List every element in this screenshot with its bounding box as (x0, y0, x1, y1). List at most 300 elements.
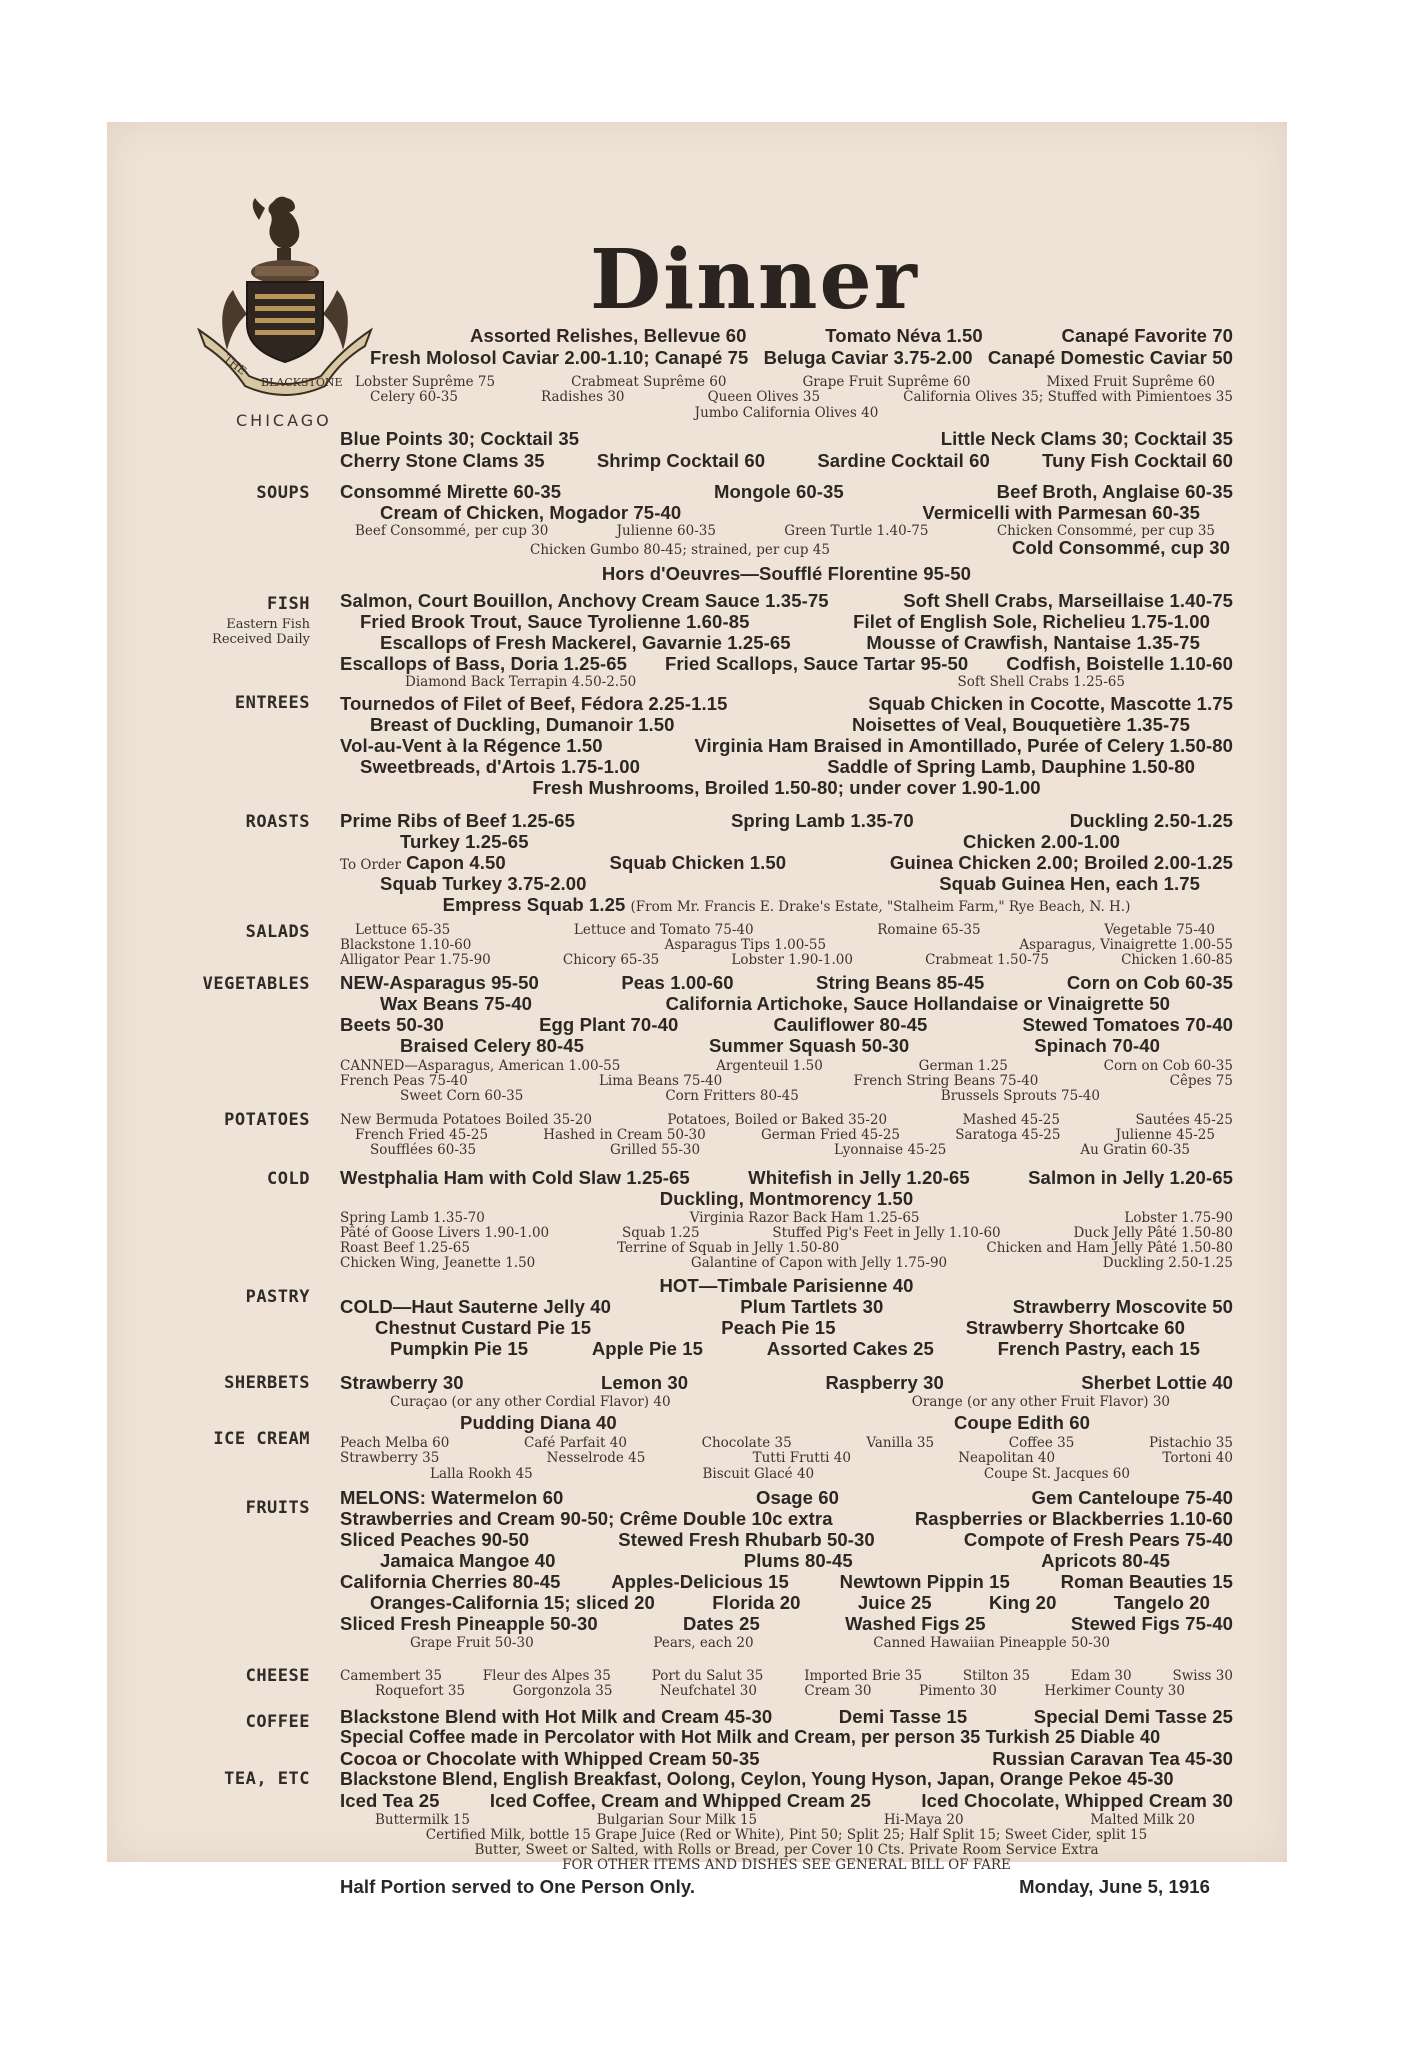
menu-item: Assorted Cakes 25 (766, 1338, 934, 1359)
menu-item: Turkey 1.25-65 (400, 831, 529, 852)
menu-item: Roast Beef 1.25-65 (340, 1240, 470, 1256)
menu-item: Café Parfait 40 (524, 1435, 627, 1451)
vegetables-row-1 (340, 972, 1233, 994)
section-potatoes: POTATOES (224, 1110, 310, 1130)
menu-item: Chicory 65-35 (562, 952, 660, 968)
menu-item: Lemon 30 (600, 1372, 689, 1393)
cold-row-6 (340, 1255, 1233, 1271)
menu-item: Asparagus Tips 1.00-55 (664, 937, 827, 953)
menu-item: Beef Consommé, per cup 30 (355, 523, 549, 539)
oysters-row-2 (340, 450, 1233, 472)
menu-item: Sliced Peaches 90-50 (340, 1529, 530, 1550)
menu-item: Osage 60 (755, 1487, 840, 1508)
menu-item: California Artichoke, Sauce Hollandaise or Vinaigrette 50 (665, 993, 1170, 1014)
menu-item: Iced Coffee, Cream and Whipped Cream 25 (489, 1790, 872, 1811)
menu-item: Camembert 35 (340, 1668, 442, 1684)
menu-item: Escallops of Fresh Mackerel, Gavarnie 1.25-65 (380, 632, 791, 653)
menu-item: Saratoga 45-25 (955, 1127, 1061, 1143)
menu-item: Sweet Corn 60-35 (400, 1088, 524, 1104)
tea-row-5 (340, 1842, 1233, 1858)
menu-item: Compote of Fresh Pears 75-40 (963, 1529, 1233, 1550)
menu-item: Salmon, Court Bouillon, Anchovy Cream Sauce 1.35-75 (340, 590, 829, 611)
menu-item: Coupe Edith 60 (953, 1412, 1090, 1433)
footer-row (340, 1876, 1210, 1898)
menu-item: Roquefort 35 (375, 1683, 466, 1699)
salads-row-1 (355, 922, 1215, 938)
menu-item: Pears, each 20 (653, 1635, 754, 1651)
menu-item: Duckling 2.50-1.25 (1069, 810, 1233, 831)
menu-item: Plums 80-45 (743, 1550, 853, 1571)
menu-item: Vegetable 75-40 (1104, 922, 1215, 938)
menu-item: COLD—Haut Sauterne Jelly 40 (340, 1296, 612, 1317)
menu-item: Sardine Cocktail 60 (817, 450, 990, 471)
menu-item: Mousse of Crawfish, Nantaise 1.35-75 (866, 632, 1200, 653)
menu-item: Escallops of Bass, Doria 1.25-65 (340, 653, 627, 674)
menu-item: Soft Shell Crabs, Marseillaise 1.40-75 (903, 590, 1233, 611)
menu-item: Roman Beauties 15 (1060, 1571, 1233, 1592)
menu-item: Imported Brie 35 (804, 1668, 923, 1684)
section-ice-cream: ICE CREAM (213, 1429, 310, 1449)
menu-item: Dates 25 (683, 1613, 760, 1634)
vegetables-row-3 (340, 1014, 1233, 1036)
menu-item: Julienne 45-25 (1115, 1127, 1215, 1143)
soups-row-5 (340, 563, 1233, 585)
entrees-row-1 (340, 693, 1233, 715)
tea-row-6 (340, 1857, 1233, 1873)
icecream-row-2 (340, 1435, 1233, 1451)
menu-item: Lalla Rookh 45 (430, 1466, 533, 1482)
menu-item: Little Neck Clams 30; Cocktail 35 (940, 428, 1233, 449)
potatoes-row-2 (355, 1127, 1215, 1143)
menu-item: Pimento 30 (918, 1683, 997, 1699)
fruits-row-2 (340, 1508, 1233, 1530)
menu-item: Pumpkin Pie 15 (390, 1338, 529, 1359)
menu-item: Biscuit Glacé 40 (702, 1466, 815, 1482)
menu-item: Sautées 45-25 (1135, 1112, 1233, 1128)
fish-row-2 (360, 611, 1210, 633)
menu-item: Iced Chocolate, Whipped Cream 30 (921, 1790, 1233, 1811)
menu-item: Peach Pie 15 (721, 1317, 836, 1338)
menu-item: Peach Melba 60 (340, 1435, 450, 1451)
sherbets-row-1 (340, 1372, 1233, 1394)
menu-item: Washed Figs 25 (845, 1613, 986, 1634)
icecream-row-4 (430, 1466, 1130, 1482)
fruits-row-3 (340, 1529, 1233, 1551)
menu-item: Stilton 35 (962, 1668, 1030, 1684)
menu-item: Cold Consommé, cup 30 (1012, 537, 1230, 558)
menu-item: Sliced Fresh Pineapple 50-30 (340, 1613, 598, 1634)
menu-item: Vanilla 35 (866, 1435, 935, 1451)
half-portion-note: Half Portion served to One Person Only. (340, 1876, 696, 1897)
menu-item: Gorgonzola 35 (512, 1683, 613, 1699)
fruits-row-6 (370, 1592, 1210, 1614)
vegetables-row-6 (340, 1073, 1233, 1089)
menu-item: Strawberries and Cream 90-50; Crême Double 10c extra (340, 1508, 833, 1529)
menu-item: French String Beans 75-40 (853, 1073, 1039, 1089)
section-cold: COLD (267, 1169, 310, 1189)
menu-item: Potatoes, Boiled or Baked 35-20 (667, 1112, 888, 1128)
menu-item: Jamaica Mangoe 40 (380, 1550, 556, 1571)
menu-item: Spring Lamb 1.35-70 (730, 810, 914, 831)
pastry-row-4 (390, 1338, 1200, 1360)
menu-item: Peas 1.00-60 (621, 972, 734, 993)
menu-item: Cocoa or Chocolate with Whipped Cream 50-35 (340, 1748, 760, 1769)
menu-item: Stewed Figs 75-40 (1070, 1613, 1233, 1634)
potatoes-row-3 (370, 1142, 1190, 1158)
menu-item: French Peas 75-40 (340, 1073, 468, 1089)
menu-item: Vol-au-Vent à la Régence 1.50 (340, 735, 603, 756)
coffee-row-3 (340, 1748, 1233, 1770)
menu-item: Herkimer County 30 (1044, 1683, 1185, 1699)
menu-item: Au Gratin 60-35 (1080, 1142, 1190, 1158)
pastry-row-3 (375, 1317, 1185, 1339)
fish-row-1 (340, 590, 1233, 612)
menu-item: Russian Caravan Tea 45-30 (992, 1748, 1233, 1769)
menu-item: Certified Milk, bottle 15 Grape Juice (Red or White), Pint 50; Split 25; Half Split 15; Sweet Cider, split 15 (425, 1827, 1148, 1843)
menu-item: Tuny Fish Cocktail 60 (1042, 450, 1233, 471)
menu-item: Empress Squab 1.25 (442, 894, 626, 915)
pastry-row-1 (340, 1275, 1233, 1297)
menu-item: Iced Tea 25 (340, 1790, 440, 1811)
roasts-row-2 (400, 831, 1120, 853)
menu-date: Monday, June 5, 1916 (1019, 1876, 1210, 1897)
menu-item: Crabmeat Suprême 60 (571, 374, 727, 390)
soups-row-4 (530, 537, 1230, 559)
menu-item: CANNED—Asparagus, American 1.00-55 (340, 1058, 621, 1074)
bill-of-fare-note: FOR OTHER ITEMS AND DISHES SEE GENERAL BILL OF FARE (562, 1857, 1011, 1873)
menu-item: Chicken Consommé, per cup 35 (996, 523, 1215, 539)
menu-item: Prime Ribs of Beef 1.25-65 (340, 810, 575, 831)
tea-row-2 (340, 1790, 1233, 1812)
menu-item: Lobster 1.90-1.00 (731, 952, 853, 968)
fruits-row-4 (380, 1550, 1170, 1572)
cold-row-3 (340, 1210, 1233, 1226)
relishes-row-3 (355, 374, 1215, 390)
menu-item: Stewed Tomatoes 70-40 (1022, 1014, 1233, 1035)
menu-item: Codfish, Boistelle 1.10-60 (1006, 653, 1233, 674)
menu-item: Sweetbreads, d'Artois 1.75-1.00 (360, 756, 640, 777)
menu-item: Mashed 45-25 (962, 1112, 1060, 1128)
menu-item: Green Turtle 1.40-75 (784, 523, 929, 539)
entrees-row-2 (370, 714, 1190, 736)
fish-note-1: Eastern Fish (226, 617, 310, 632)
menu-item: Julienne 60-35 (616, 523, 716, 539)
menu-title: Dinner (590, 232, 919, 328)
menu-item: Strawberry Moscovite 50 (1012, 1296, 1233, 1317)
menu-item: Chestnut Custard Pie 15 (375, 1317, 592, 1338)
menu-item: Nesselrode 45 (546, 1450, 646, 1466)
tea-row-4 (340, 1827, 1233, 1843)
menu-item: German Fried 45-25 (760, 1127, 900, 1143)
roasts-row-5 (340, 894, 1233, 916)
pastry-row-2 (340, 1296, 1233, 1318)
menu-item: Egg Plant 70-40 (539, 1014, 679, 1035)
menu-item: Buttermilk 15 (375, 1812, 470, 1828)
menu-item: Pistachio 35 (1148, 1435, 1233, 1451)
menu-item: Strawberry Shortcake 60 (965, 1317, 1185, 1338)
menu-item: Duck Jelly Pâté 1.50-80 (1073, 1225, 1233, 1241)
menu-note: (From Mr. Francis E. Drake's Estate, "Stalheim Farm," Rye Beach, N. H.) (630, 899, 1131, 915)
menu-item: Pudding Diana 40 (460, 1412, 617, 1433)
menu-item: Breast of Duckling, Dumanoir 1.50 (370, 714, 675, 735)
roasts-row-3 (340, 852, 1233, 874)
oysters-row-1 (340, 428, 1233, 450)
menu-item: Blackstone Blend, English Breakfast, Oolong, Ceylon, Young Hyson, Japan, Orange Pekoe 45-30 (340, 1769, 1174, 1789)
section-pastry: PASTRY (245, 1287, 310, 1307)
menu-item: Chicken 2.00-1.00 (963, 831, 1120, 852)
section-salads: SALADS (245, 922, 310, 942)
menu-item: Tangelo 20 (1113, 1592, 1210, 1613)
menu-item: Cauliflower 80-45 (773, 1014, 928, 1035)
cheese-row-2 (375, 1683, 1185, 1699)
menu-item: Squab 1.25 (621, 1225, 700, 1241)
roasts-row-1 (340, 810, 1233, 832)
vegetables-row-5 (340, 1058, 1233, 1074)
menu-item: Guinea Chicken 2.00; Broiled 2.00-1.25 (889, 852, 1233, 873)
section-vegetables: VEGETABLES (202, 974, 310, 994)
menu-item: King 20 (988, 1592, 1057, 1613)
soups-row-2 (380, 502, 1200, 524)
menu-item: Sherbet Lottie 40 (1081, 1372, 1233, 1393)
menu-item: Stuffed Pig's Feet in Jelly 1.10-60 (772, 1225, 1001, 1241)
menu-item: Spring Lamb 1.35-70 (340, 1210, 485, 1226)
menu-item: Squab Chicken 1.50 (609, 852, 787, 873)
city-label: CHICAGO (236, 411, 332, 430)
menu-item: Blue Points 30; Cocktail 35 (340, 428, 580, 449)
menu-item: German 1.25 (918, 1058, 1008, 1074)
vegetables-row-7 (400, 1088, 1100, 1104)
menu-item: Wax Beans 75-40 (380, 993, 532, 1014)
menu-item: Special Coffee made in Percolator with Hot Milk and Cream, per person 35 Turkish 25 Diable 40 (340, 1727, 1161, 1747)
sherbets-row-2 (390, 1394, 1170, 1410)
menu-item: Plum Tartlets 30 (740, 1296, 884, 1317)
menu-item: Tournedos of Filet of Beef, Fédora 2.25-1.15 (340, 693, 728, 714)
section-sherbets: SHERBETS (224, 1373, 310, 1393)
menu-item: Coffee 35 (1008, 1435, 1075, 1451)
menu-item: Strawberry 30 (340, 1372, 464, 1393)
menu-item: Fresh Molosol Caviar 2.00-1.10; Canapé 75 (370, 347, 749, 368)
entrees-row-3 (340, 735, 1233, 757)
menu-item: Tutti Frutti 40 (752, 1450, 851, 1466)
fruits-row-8 (410, 1635, 1110, 1651)
menu-item: Diamond Back Terrapin 4.50-2.50 (405, 674, 637, 690)
section-coffee: COFFEE (245, 1712, 310, 1732)
menu-item: French Fried 45-25 (355, 1127, 489, 1143)
menu-item: Romaine 65-35 (877, 922, 981, 938)
section-fish: FISH (267, 594, 310, 614)
menu-item: Brussels Sprouts 75-40 (940, 1088, 1100, 1104)
menu-item: Neufchatel 30 (659, 1683, 757, 1699)
menu-item: Argenteuil 1.50 (716, 1058, 823, 1074)
menu-item: Swiss 30 (1172, 1668, 1233, 1684)
menu-item (340, 852, 506, 874)
menu-item: Lettuce 65-35 (355, 922, 451, 938)
menu-item: Summer Squash 50-30 (708, 1035, 910, 1056)
menu-item: Raspberry 30 (825, 1372, 944, 1393)
menu-item: Edam 30 (1070, 1668, 1132, 1684)
menu-item: Special Demi Tasse 25 (1033, 1706, 1233, 1727)
menu-item: Duckling 2.50-1.25 (1102, 1255, 1233, 1271)
menu-item: Raspberries or Blackberries 1.10-60 (914, 1508, 1233, 1529)
menu-item: Beets 50-30 (340, 1014, 444, 1035)
vegetables-row-2 (380, 993, 1170, 1015)
section-cheese: CHEESE (245, 1666, 310, 1686)
menu-item: Stewed Fresh Rhubarb 50-30 (618, 1529, 875, 1550)
menu-item: Apricots 80-45 (1041, 1550, 1170, 1571)
menu-item: Westphalia Ham with Cold Slaw 1.25-65 (340, 1167, 690, 1188)
menu-item: Tomato Néva 1.50 (825, 325, 983, 346)
menu-item: Vermicelli with Parmesan 60-35 (922, 502, 1200, 523)
menu-item: Lettuce and Tomato 75-40 (573, 922, 754, 938)
cold-row-1 (340, 1167, 1233, 1189)
relishes-row-5 (340, 405, 1233, 421)
salads-row-3 (340, 952, 1233, 968)
to-order-label: To Order (340, 857, 401, 873)
menu-item: Cherry Stone Clams 35 (340, 450, 545, 471)
icecream-row-1 (460, 1412, 1090, 1434)
blackstone-crest-icon (193, 190, 383, 400)
menu-item: Terrine of Squab in Jelly 1.50-80 (617, 1240, 840, 1256)
menu-item: Corn on Cob 60-35 (1103, 1058, 1233, 1074)
tea-row-1 (340, 1769, 1233, 1790)
menu-item: Mongole 60-35 (714, 481, 844, 502)
menu-item: Lyonnaise 45-25 (834, 1142, 947, 1158)
menu-item: Grilled 55-30 (610, 1142, 701, 1158)
menu-item: Gem Canteloupe 75-40 (1031, 1487, 1233, 1508)
section-tea: TEA, ETC (224, 1769, 310, 1789)
menu-item: Blackstone 1.10-60 (340, 937, 472, 953)
cheese-row-1 (340, 1668, 1233, 1684)
entrees-row-5 (340, 777, 1233, 799)
menu-item: Filet of English Sole, Richelieu 1.75-1.00 (853, 611, 1210, 632)
menu-item: Apples-Delicious 15 (611, 1571, 789, 1592)
menu-item: Consommé Mirette 60-35 (340, 481, 562, 502)
menu-item: Port du Salut 35 (651, 1668, 764, 1684)
menu-item: Juice 25 (857, 1592, 932, 1613)
menu-item: Braised Celery 80-45 (400, 1035, 585, 1056)
menu-item: Canapé Domestic Caviar 50 (987, 347, 1233, 368)
entrees-row-4 (360, 756, 1195, 778)
menu-item: Orange (or any other Fruit Flavor) 30 (911, 1394, 1170, 1410)
fruits-row-7 (340, 1613, 1233, 1635)
relishes-row-1 (470, 325, 1233, 347)
coffee-row-1 (340, 1706, 1233, 1728)
menu-item: Florida 20 (712, 1592, 801, 1613)
coffee-row-2 (340, 1727, 1233, 1748)
menu-item: California Olives 35; Stuffed with Pimientoes 35 (903, 389, 1233, 405)
menu-item: Grape Fruit 50-30 (410, 1635, 534, 1651)
menu-item: Jumbo California Olives 40 (694, 405, 879, 421)
svg-text:BLACKSTONE: BLACKSTONE (261, 376, 343, 389)
menu-item: Cream of Chicken, Mogador 75-40 (380, 502, 682, 523)
menu-item: Pâté of Goose Livers 1.90-1.00 (340, 1225, 550, 1241)
section-entrees: ENTREES (234, 693, 310, 713)
section-roasts: ROASTS (245, 812, 310, 832)
menu-item: Galantine of Capon with Jelly 1.75-90 (690, 1255, 948, 1271)
menu-item: Canned Hawaiian Pineapple 50-30 (873, 1635, 1110, 1651)
fish-row-3 (380, 632, 1200, 654)
fruits-row-1 (340, 1487, 1233, 1509)
menu-item: Chicken Wing, Jeanette 1.50 (340, 1255, 536, 1271)
fish-row-5 (405, 674, 1125, 690)
menu-item: Grape Fruit Suprême 60 (802, 374, 971, 390)
menu-item: Chocolate 35 (701, 1435, 792, 1451)
potatoes-row-1 (340, 1112, 1233, 1128)
menu-item: Radishes 30 (541, 389, 625, 405)
menu-item: Hors d'Oeuvres—Soufflé Florentine 95-50 (601, 563, 972, 584)
menu-item: Capon 4.50 (406, 852, 506, 873)
fruits-row-5 (340, 1571, 1233, 1593)
menu-item: Butter, Sweet or Salted, with Rolls or Bread, per Cover 10 Cts. Private Room Service Extra (474, 1842, 1099, 1858)
menu-item: Celery 60-35 (370, 389, 458, 405)
fish-note-2: Received Daily (212, 632, 310, 647)
menu-item: Hashed in Cream 50-30 (543, 1127, 706, 1143)
menu-item: Corn Fritters 80-45 (665, 1088, 799, 1104)
salads-row-2 (340, 937, 1233, 953)
menu-item: Chicken and Ham Jelly Pâté 1.50-80 (986, 1240, 1233, 1256)
menu-item: Asparagus, Vinaigrette 1.00-55 (1019, 937, 1233, 953)
menu-item: Alligator Pear 1.75-90 (340, 952, 491, 968)
menu-item: Malted Milk 20 (1090, 1812, 1195, 1828)
menu-item: HOT—Timbale Parisienne 40 (659, 1275, 914, 1296)
roasts-row-4 (380, 873, 1200, 895)
section-fruits: FRUITS (245, 1498, 310, 1518)
menu-item: Noisettes of Veal, Bouquetière 1.35-75 (852, 714, 1190, 735)
fish-row-4 (340, 653, 1233, 675)
menu-item: Soufflées 60-35 (370, 1142, 477, 1158)
menu-item: Strawberry 35 (340, 1450, 440, 1466)
cold-row-2 (340, 1188, 1233, 1210)
menu-item: Lima Beans 75-40 (598, 1073, 723, 1089)
menu-item: Cêpes 75 (1169, 1073, 1233, 1089)
svg-text:THE: THE (221, 352, 249, 378)
soups-row-1 (340, 481, 1233, 503)
menu-item: Tortoni 40 (1162, 1450, 1233, 1466)
menu-item: Squab Turkey 3.75-2.00 (380, 873, 587, 894)
menu-item: Squab Guinea Hen, each 1.75 (939, 873, 1200, 894)
menu-item: Shrimp Cocktail 60 (596, 450, 766, 471)
menu-item: Newtown Pippin 15 (839, 1571, 1010, 1592)
menu-item: Saddle of Spring Lamb, Dauphine 1.50-80 (827, 756, 1195, 777)
menu-item: Bulgarian Sour Milk 15 (596, 1812, 758, 1828)
menu-item: String Beans 85-45 (816, 972, 985, 993)
menu-item: Beef Broth, Anglaise 60-35 (996, 481, 1233, 502)
menu-item: Spinach 70-40 (1034, 1035, 1160, 1056)
tea-row-3 (375, 1812, 1195, 1828)
icecream-row-3 (340, 1450, 1233, 1466)
menu-item: Blackstone Blend with Hot Milk and Cream 45-30 (340, 1706, 773, 1727)
relishes-row-4 (370, 389, 1233, 405)
menu-item (443, 894, 1131, 916)
menu-item: Chicken 1.60-85 (1121, 952, 1233, 968)
menu-item: Fleur des Alpes 35 (482, 1668, 611, 1684)
menu-item: Virginia Razor Back Ham 1.25-65 (689, 1210, 920, 1226)
menu-item: Squab Chicken in Cocotte, Mascotte 1.75 (868, 693, 1233, 714)
relishes-row-2 (370, 347, 1233, 369)
menu-item: MELONS: Watermelon 60 (340, 1487, 564, 1508)
menu-item: Demi Tasse 15 (838, 1706, 968, 1727)
menu-item: Lobster Suprême 75 (355, 374, 496, 390)
menu-item: Apple Pie 15 (591, 1338, 704, 1359)
menu-item: Duckling, Montmorency 1.50 (659, 1188, 914, 1209)
menu-item: Soft Shell Crabs 1.25-65 (957, 674, 1125, 690)
menu-item: Coupe St. Jacques 60 (983, 1466, 1130, 1482)
menu-item: Assorted Relishes, Bellevue 60 (470, 325, 747, 346)
menu-item: California Cherries 80-45 (340, 1571, 561, 1592)
menu-item: Fried Brook Trout, Sauce Tyrolienne 1.60-85 (360, 611, 750, 632)
menu-item: NEW-Asparagus 95-50 (340, 972, 539, 993)
menu-item: Curaçao (or any other Cordial Flavor) 40 (390, 1394, 671, 1410)
